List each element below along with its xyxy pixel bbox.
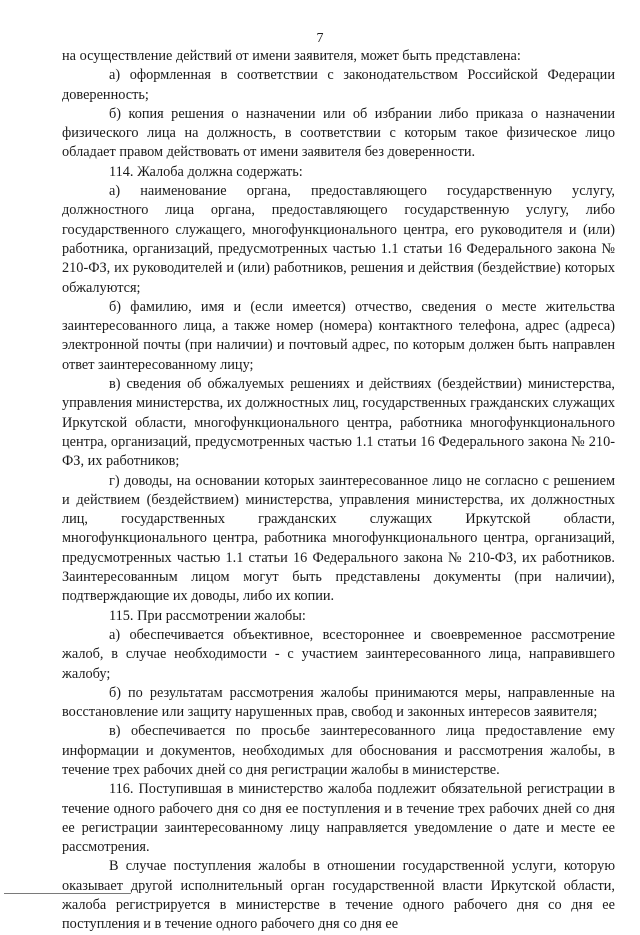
paragraph-continuation: на осуществление действий от имени заявителя, может быть представлена:	[62, 48, 521, 64]
paragraph-114-g: г) доводы, на основании которых заинтересованное лицо не согласно с решением и действием (бездействием) министерства, управления министерства, их должностных лиц, государственных гражданских служащих Иркутской области, многофункционального центра, работника многофункционального центра, организаций, предусмотренных частью 1.1 статьи 16 Федерального закона № 210-ФЗ, их работников. Заинтересованным лицом могут быть представлены документы (при наличии), подтверждающие их доводы, либо их копии.	[62, 472, 615, 605]
paragraph-item-a-power-of-attorney: а) оформленная в соответствии с законодательством Российской Федерации доверенность;	[62, 67, 615, 103]
paragraph-114-heading: 114. Жалоба должна содержать:	[109, 163, 303, 180]
page-number: 7	[316, 31, 324, 46]
paragraph-115-heading: 115. При рассмотрении жалобы:	[109, 607, 306, 624]
footnote-divider	[4, 893, 131, 894]
document-body	[62, 47, 615, 935]
paragraph-115-a: а) обеспечивается объективное, всестороннее и своевременное рассмотрение жалоб, в случае необходимости - с участием заинтересованного лица, направившего жалобу;	[62, 626, 615, 682]
paragraph-114-a: а) наименование органа, предоставляющего государственную услугу, должностного лица органа, предоставляющего государственную услугу, либо государственного служащего, многофункционального центра, его руководителя и (или) работника, организаций, предусмотренных частью 1.1 статьи 16 Федерального закона № 210-ФЗ, их руководителей и (или) работников, решения и действия (бездействие) которых обжалуются;	[62, 183, 615, 296]
paragraph-116: 116. Поступившая в министерство жалоба подлежит обязательной регистрации в течение одного рабочего дня со дня ее поступления и в течение трех рабочих дней со дня ее регистрации заинтересованному лицу направляется уведомление о дате и месте ее рассмотрения.	[62, 781, 615, 856]
paragraph-115-v: в) обеспечивается по просьбе заинтересованного лица предоставление ему информации и документов, необходимых для обоснования и рассмотрения жалобы, в течение трех рабочих дней со дня регистрации жалобы в министерстве.	[62, 723, 615, 778]
paragraph-114-b: б) фамилию, имя и (если имеется) отчество, сведения о месте жительства заинтересованного лица, а также номер (номера) контактного телефона, адрес (адреса) электронной почты (при наличии) и почтовый адрес, по которым должен быть направлен ответ заинтересованному лицу;	[62, 298, 615, 373]
paragraph-116-continuation: В случае поступления жалобы в отношении государственной услуги, которую оказывает другой исполнительный орган государственной власти Иркутской области, жалоба регистрируется в министерстве в течение одного рабочего дня со дня ее поступления и в течение одного рабочего дня со дня ее	[62, 858, 615, 933]
paragraph-item-b-appointment-copy: б) копия решения о назначении или об избрании либо приказа о назначении физического лица на должность, в соответствии с которым такое физическое лицо обладает правом действовать от имени заявителя без доверенности.	[62, 105, 615, 161]
paragraph-114-v: в) сведения об обжалуемых решениях и действиях (бездействии) министерства, управления министерства, их должностных лиц, государственных гражданских служащих Иркутской области, многофункционального центра, работника многофункционального центра, организаций, предусмотренных частью 1.1 статьи 16 Федерального закона № 210-ФЗ, их работников;	[62, 376, 615, 470]
paragraph-115-b: б) по результатам рассмотрения жалобы принимаются меры, направленные на восстановление или защиту нарушенных прав, свобод и законных интересов заявителя;	[62, 684, 615, 721]
